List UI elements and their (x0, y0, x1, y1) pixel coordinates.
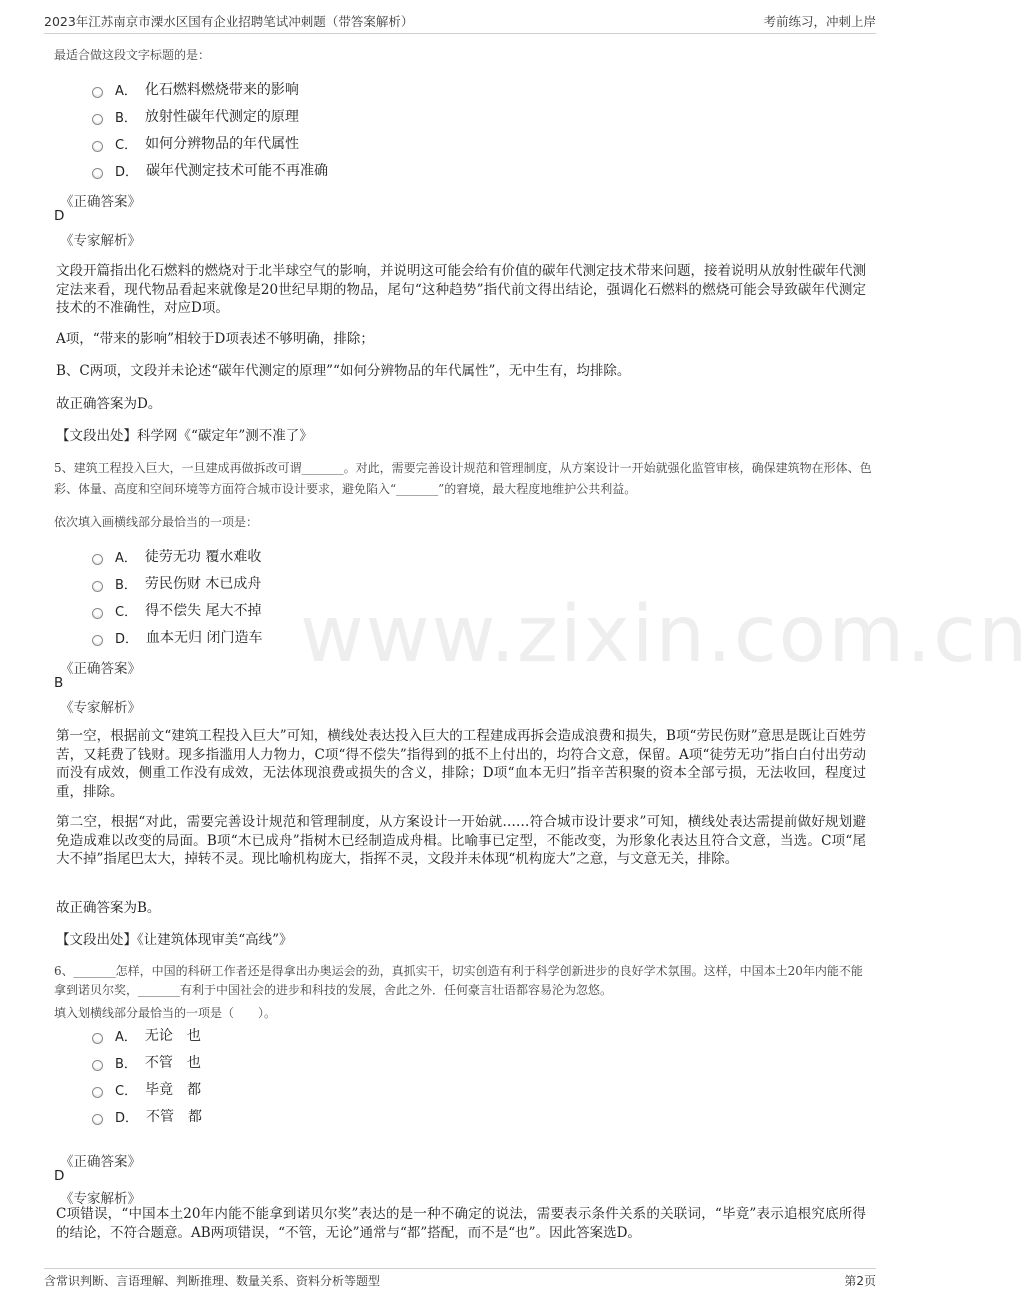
q4-answer-label: 《正确答案》 (60, 194, 141, 210)
q5-analysis-label: 《专家解析》 (60, 700, 141, 716)
footer-description: 含常识判断、言语理解、判断推理、数量关系、资料分析等题型 (44, 1274, 381, 1288)
q4-option-d[interactable]: D． 碳年代测定技术可能不再准确 (92, 160, 328, 180)
radio-icon[interactable] (92, 87, 103, 98)
q5-source: 【文段出处】《让建筑体现审美“高线”》 (56, 932, 293, 948)
q6-analysis-p1: C项错误，“中国本土20年内能不能拿到诺贝尔奖”表达的是一种不确定的说法，需要表示条件关系的关联词，“毕竟”表示追根究底所得的结论，不符合题意。AB两项错误，“不管，无论”通常与“都”搭配，而不是“也”。因此答案选D。 (56, 1206, 866, 1241)
radio-icon[interactable] (92, 1060, 103, 1071)
radio-icon[interactable] (92, 1033, 103, 1044)
q6-analysis-label: 《专家解析》 (60, 1191, 141, 1207)
footer-divider (44, 1268, 876, 1269)
q4-analysis-p4: 故正确答案为D。 (56, 396, 162, 412)
radio-icon[interactable] (92, 1087, 103, 1098)
header-title: 2023年江苏南京市溧水区国有企业招聘笔试冲刺题（带答案解析） (44, 14, 414, 29)
q4-prompt: 最适合做这段文字标题的是： (54, 48, 211, 62)
radio-icon[interactable] (92, 608, 103, 619)
radio-icon[interactable] (92, 168, 103, 179)
radio-icon[interactable] (92, 1114, 103, 1125)
header-divider (44, 33, 876, 34)
q5-option-c[interactable]: C． 得不偿失 尾大不掉 (92, 600, 262, 620)
q6-option-b[interactable]: B． 不管 也 (92, 1052, 201, 1072)
q5-analysis-p1: 第一空，根据前文“建筑工程投入巨大”可知，横线处表达投入巨大的工程建成再拆会造成浪费和损失，B项“劳民伤财”意思是既让百姓劳苦，又耗费了钱财。现多指滥用人力物力，C项“得不偿失”指得到的抵不上付出的，均符合文意，保留。A项“徒劳无功”指白白付出劳动而没有成效，侧重工作没有成效，无法体现浪费或损失的含义，排除；D项“血本无归”指辛苦积聚的资本全部亏损，无法收回，程度过重，排除。 (56, 728, 866, 800)
q5-question: 5、建筑工程投入巨大，一旦建成再做拆改可谓_______。对此，需要完善设计规范和管理制度，从方案设计一开始就强化监管审核，确保建筑物在形体、色彩、体量、高度和空间环境等方面符合城市设计要求，避免陷入“_______”的窘境，最大程度地维护公共利益。 (54, 461, 872, 496)
q6-answer: D (54, 1168, 65, 1184)
q5-analysis-p3: 故正确答案为B。 (56, 900, 161, 916)
q6-prompt: 填入划横线部分最恰当的一项是（ ）。 (54, 1006, 277, 1020)
q4-analysis-label: 《专家解析》 (60, 233, 141, 249)
q4-option-b[interactable]: B． 放射性碳年代测定的原理 (92, 106, 299, 126)
q5-analysis-p2: 第二空，根据“对此，需要完善设计规范和管理制度，从方案设计一开始就……符合城市设计要求”可知，横线处表达需提前做好规划避免造成难以改变的局面。B项“木已成舟”指树木已经制造成舟楫。比喻事已定型，不能改变，为形象化表达且符合文意，当选。C项“尾大不掉”指尾巴太大，掉转不灵。现比喻机构庞大，指挥不灵，文段并未体现“机构庞大”之意，与文意无关，排除。 (56, 814, 866, 867)
q6-option-c[interactable]: C． 毕竟 都 (92, 1079, 201, 1099)
q4-option-c[interactable]: C． 如何分辨物品的年代属性 (92, 133, 299, 153)
q4-option-a[interactable]: A． 化石燃料燃烧带来的影响 (92, 79, 299, 99)
q6-option-a[interactable]: A． 无论 也 (92, 1025, 201, 1045)
q6-question: 6、_______怎样，中国的科研工作者还是得拿出办奥运会的劲，真抓实干，切实创造有利于科学创新进步的良好学术氛围。这样，中国本土20年内能不能拿到诺贝尔奖，_______有利于中国社会的进步和科技的发展，舍此之外．任何豪言壮语都容易沦为忽悠。 (54, 964, 863, 997)
q5-option-b[interactable]: B． 劳民伤财 木已成舟 (92, 573, 261, 593)
q5-prompt: 依次填入画横线部分最恰当的一项是： (54, 515, 259, 529)
q4-analysis-p2: A项，“带来的影响”相较于D项表述不够明确，排除； (56, 331, 374, 347)
q5-option-d[interactable]: D． 血本无归 闭门造车 (92, 627, 262, 647)
q4-source: 【文段出处】科学网《“碳定年”测不准了》 (56, 428, 313, 444)
header-slogan: 考前练习，冲刺上岸 (763, 14, 876, 29)
radio-icon[interactable] (92, 635, 103, 646)
radio-icon[interactable] (92, 581, 103, 592)
q5-option-a[interactable]: A． 徒劳无功 覆水难收 (92, 546, 261, 566)
q6-answer-label: 《正确答案》 (60, 1154, 141, 1170)
radio-icon[interactable] (92, 141, 103, 152)
q4-answer: D (54, 208, 65, 224)
q5-answer-label: 《正确答案》 (60, 661, 141, 677)
q4-analysis-p1: 文段开篇指出化石燃料的燃烧对于北半球空气的影响，并说明这可能会给有价值的碳年代测定技术带来问题，接着说明从放射性碳年代测定法来看，现代物品看起来就像是20世纪早期的物品，尾句“这种趋势”指代前文得出结论，强调化石燃料的燃烧可能会导致碳年代测定技术的不准确性，对应D项。 (56, 263, 866, 316)
watermark: www.zixin.com.cn (300, 590, 1029, 680)
page-number: 第2页 (844, 1274, 876, 1288)
radio-icon[interactable] (92, 114, 103, 125)
q5-answer: B (54, 675, 64, 691)
q4-analysis-p3: B、C两项，文段并未论述“碳年代测定的原理”“如何分辨物品的年代属性”，无中生有，均排除。 (56, 363, 631, 379)
radio-icon[interactable] (92, 554, 103, 565)
q6-option-d[interactable]: D． 不管 都 (92, 1106, 202, 1126)
